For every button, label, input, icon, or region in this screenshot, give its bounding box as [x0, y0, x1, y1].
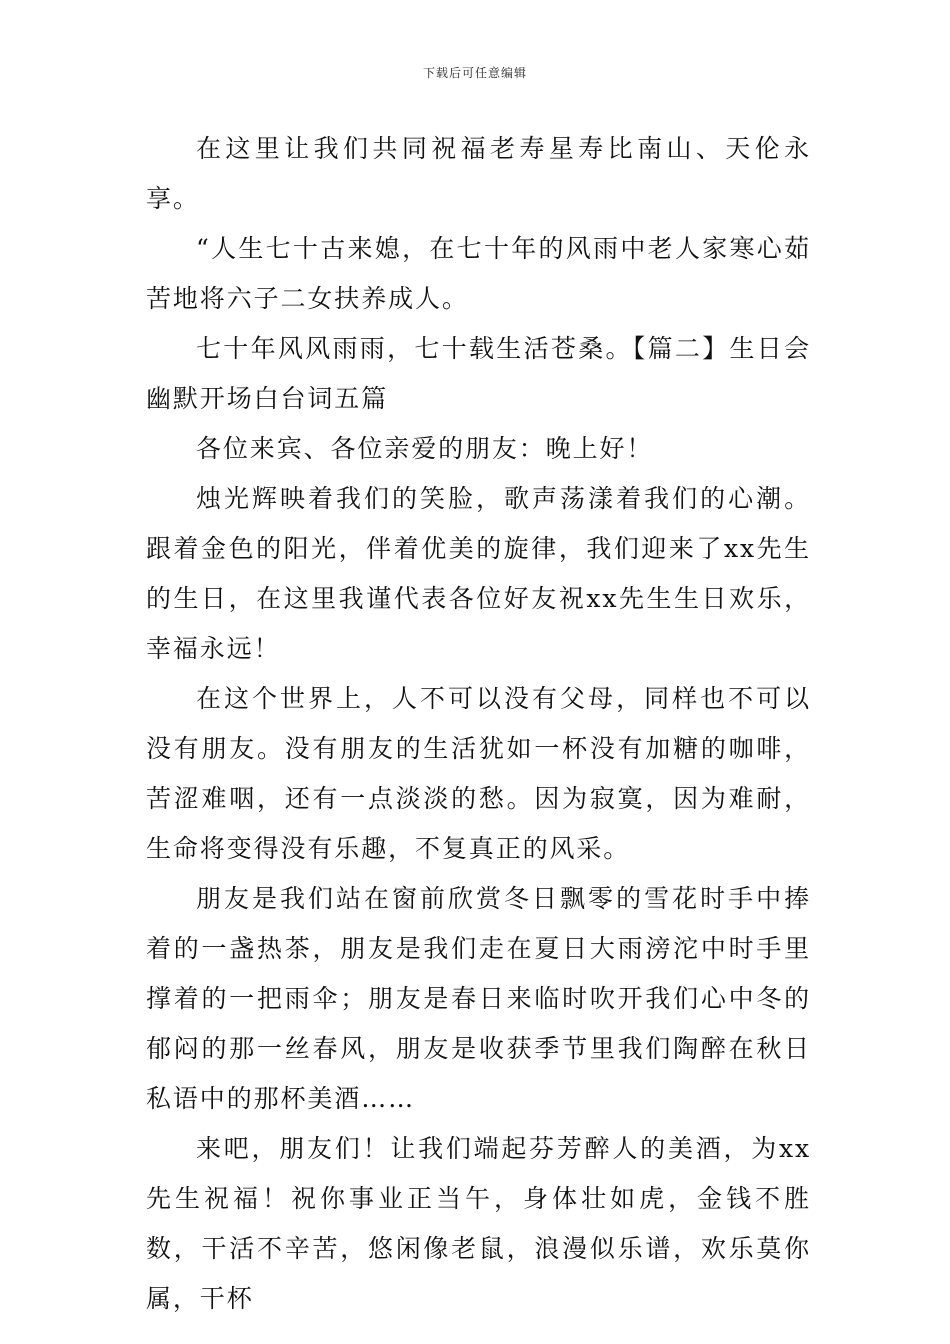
paragraph: “人生七十古来媳，在七十年的风雨中老人家寒心茹苦地将六子二女扶养成人。	[146, 234, 811, 313]
page-header-note: 下载后可任意编辑	[422, 66, 527, 80]
paragraph: 在这个世界上，人不可以没有父母，同样也不可以没有朋友。没有朋友的生活犹如一杯没有加糖的咖啡，苦涩难咽，还有一点淡淡的愁。因为寂寞，因为难耐，生命将变得没有乐趣，不复真正的风采。	[146, 684, 811, 863]
paragraph: 朋友是我们站在窗前欣赏冬日飘零的雪花时手中捧着的一盏热茶，朋友是我们走在夏日大雨滂沱中时手里撑着的一把雨伞；朋友是春日来临时吹开我们心中冬的郁闷的那一丝春风，朋友是收获季节里我们陶醉在秋日私语中的那杯美酒……	[146, 884, 811, 1113]
paragraph: 在这里让我们共同祝福老寿星寿比南山、天伦永享。	[146, 134, 811, 213]
paragraph: 七十年风风雨雨，七十载生活苍桑。【篇二】生日会幽默开场白台词五篇	[146, 334, 811, 413]
paragraph: 各位来宾、各位亲爱的朋友：晚上好！	[196, 434, 654, 463]
paragraph: 来吧，朋友们！让我们端起芬芳醉人的美酒，为xx先生祝福！祝你事业正当午，身体壮如虎，金钱不胜数，干活不辛苦，悠闲像老鼠，浪漫似乐谱，欢乐莫你属，干杯	[146, 1134, 811, 1313]
paragraph: 烛光辉映着我们的笑脸，歌声荡漾着我们的心潮。跟着金色的阳光，伴着优美的旋律，我们迎来了xx先生的生日，在这里我谨代表各位好友祝xx先生生日欢乐，幸福永远！	[146, 484, 811, 663]
document-body	[146, 124, 811, 1324]
